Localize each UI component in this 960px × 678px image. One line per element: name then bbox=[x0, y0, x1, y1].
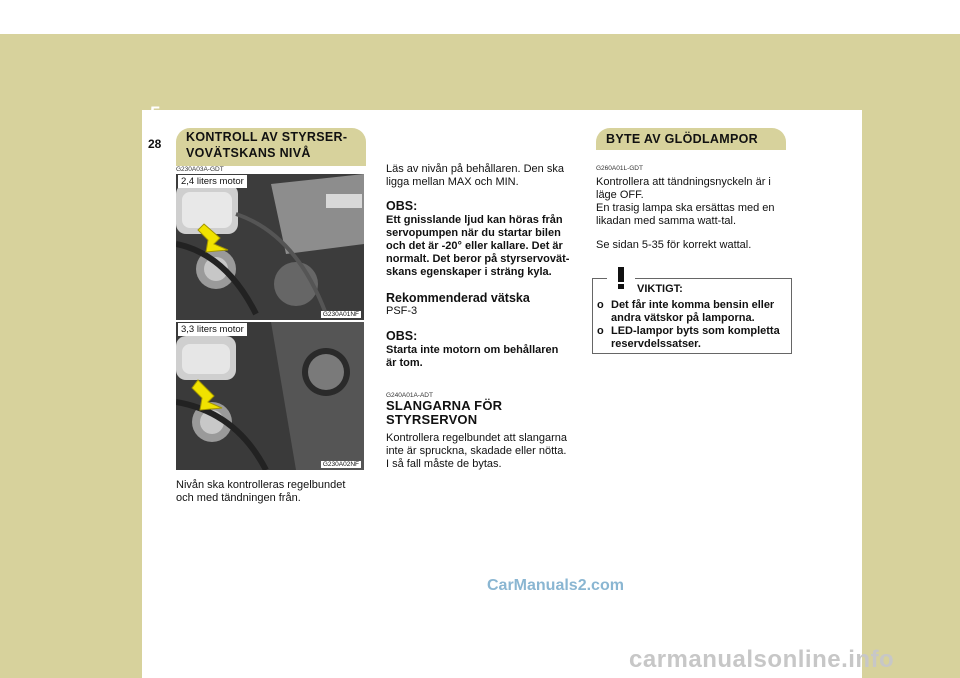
section-code: G240A01A-ADT bbox=[386, 392, 433, 399]
body-line: och med tändningen från. bbox=[176, 492, 301, 504]
obs-note bbox=[386, 214, 576, 279]
middle-paragraph bbox=[386, 163, 576, 189]
hose-paragraph bbox=[386, 432, 576, 471]
left-body-text bbox=[176, 479, 364, 505]
body-line: Kontrollera att tändningsnyckeln är i bbox=[596, 176, 771, 188]
body-line: läge OFF. bbox=[596, 189, 644, 201]
see-page-note: Se sidan 5-35 för korrekt wattal. bbox=[596, 239, 752, 251]
bullet: o bbox=[597, 299, 604, 311]
body-line: I så fall måste de bytas. bbox=[386, 458, 502, 470]
photo-code: G230A01NF bbox=[322, 311, 359, 318]
fluid-value: PSF-3 bbox=[386, 305, 418, 317]
section-title: BYTE AV GLÖDLAMPOR bbox=[606, 132, 758, 146]
warning-line: LED-lampor byts som kompletta bbox=[611, 325, 780, 337]
body-line: likadan med samma watt-tal. bbox=[596, 215, 736, 227]
warning-item bbox=[597, 325, 787, 351]
obs-line: och det är -20° eller kallare. Det är bbox=[386, 240, 563, 252]
watermark-carmanualsonline[interactable]: carmanualsonline.info bbox=[629, 646, 895, 673]
warning-line: andra vätskor på lamporna. bbox=[611, 312, 755, 324]
obs-line: Starta inte motorn om behållaren bbox=[386, 344, 559, 356]
left-margin-band bbox=[0, 34, 142, 678]
obs-line: skans egenskaper i sträng kyla. bbox=[386, 266, 552, 278]
warning-box bbox=[592, 278, 792, 354]
warning-item bbox=[597, 299, 787, 325]
warning-icon bbox=[607, 265, 635, 291]
obs-line: servopumpen när du startar bilen bbox=[386, 227, 561, 239]
engine-photo-33 bbox=[176, 322, 364, 470]
watermark-carmanuals2[interactable]: CarManuals2.com bbox=[487, 577, 624, 594]
page-number: 28 bbox=[148, 137, 162, 151]
hose-heading-line: STYRSERVON bbox=[386, 412, 478, 427]
body-line: Läs av nivån på behållaren. Den ska bbox=[386, 163, 564, 175]
chapter-number: 5 bbox=[150, 104, 161, 125]
obs-line: Ett gnisslande ljud kan höras från bbox=[386, 214, 563, 226]
fluid-heading: Rekommenderad vätska bbox=[386, 291, 530, 305]
obs-heading: OBS: bbox=[386, 199, 418, 213]
warning-line: reservdelssatser. bbox=[611, 338, 701, 350]
hose-heading-line: SLANGARNA FÖR bbox=[386, 398, 503, 413]
engine-illustration-icon bbox=[176, 322, 364, 470]
engine-illustration-icon bbox=[176, 174, 364, 320]
photo-label: 3,3 liters motor bbox=[178, 323, 247, 336]
warning-title: VIKTIGT: bbox=[637, 283, 683, 295]
section-code: G230A03A-GDT bbox=[176, 166, 224, 173]
body-line: En trasig lampa ska ersättas med en bbox=[596, 202, 775, 214]
section-tab-bulbs bbox=[596, 128, 786, 150]
obs-line: är tom. bbox=[386, 357, 423, 369]
obs-note bbox=[386, 344, 576, 370]
body-line: ligga mellan MAX och MIN. bbox=[386, 176, 519, 188]
section-title-line2: VOVÄTSKANS NIVÅ bbox=[186, 146, 311, 160]
hose-heading bbox=[386, 399, 502, 427]
photo-label: 2,4 liters motor bbox=[178, 175, 247, 188]
chapter-title: UNDERHÅLL - GÖR-DET-SJÄLV bbox=[170, 111, 312, 121]
body-line: inte är spruckna, skadade eller nötta. bbox=[386, 445, 567, 457]
body-line: Kontrollera regelbundet att slangarna bbox=[386, 432, 568, 444]
bulb-paragraph bbox=[596, 176, 788, 228]
photo-code: G230A02NF bbox=[322, 461, 359, 468]
section-code: G260A01L-GDT bbox=[596, 165, 643, 172]
bullet: o bbox=[597, 325, 604, 337]
obs-heading: OBS: bbox=[386, 329, 418, 343]
obs-line: normalt. Det beror på styrservovät- bbox=[386, 253, 570, 265]
engine-photo-24 bbox=[176, 174, 364, 320]
body-line: Nivån ska kontrolleras regelbundet bbox=[176, 479, 346, 491]
warning-line: Det får inte komma bensin eller bbox=[611, 299, 775, 311]
right-margin-band bbox=[862, 34, 960, 678]
section-tab-power-steering bbox=[176, 128, 366, 166]
section-title-line1: KONTROLL AV STYRSER- bbox=[186, 130, 348, 144]
